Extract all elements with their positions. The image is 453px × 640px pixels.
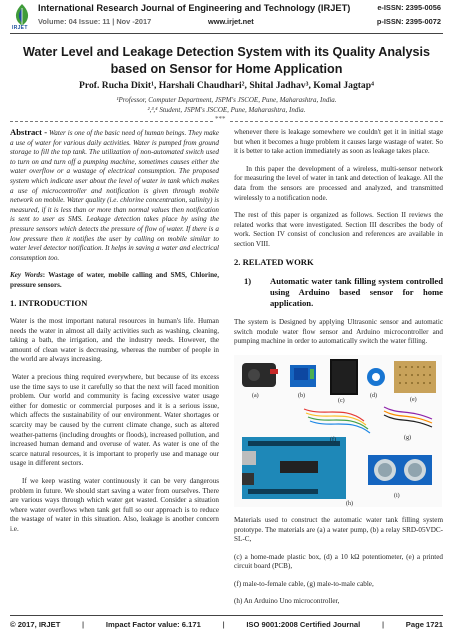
eissn: e-ISSN: 2395-0056	[377, 3, 441, 12]
iso-certification: ISO 9001:2008 Certified Journal	[246, 620, 361, 629]
affiliation-1: ¹Professor, Computer Department, JSPM's JSCOE, Pune, Maharashtra, India.	[116, 96, 337, 104]
page-number: Page 1721	[405, 620, 443, 629]
abstract-text: Water is one of the basic need of human beings. They make a use of water for various daily activities. Water is pumped from ground storage to fill the top tank. The utilization of non-automated switch used to turn on and turn off a pumping machine, sometimes causes either the water overflow or a wastage of electrical consumption. The proposed system which indicate user about the level of water in tank which makes a use of microcontroller and notification is given through mobile network on mobile. Water quality (i.e. chlorine concentration, salinity) is measured, if it is less than or more than normal values then notification is sent to user as SMS. Leakage detection takes place by using the pressure sensors which detects the pressure of flow of water. If there is a low pressure then it notifies the user by calling on mobile similar to water level detector notification. It helps in saving a water and electrical consumption too.	[10, 129, 219, 262]
materials-list-h: (h) An Arduino Uno microcontroller,	[234, 597, 340, 606]
plastic-box-image	[330, 359, 358, 395]
header-divider	[10, 33, 443, 34]
intro-paragraph-1: Water is the most important natural resources in human's life. Human needs the water in almost all daily activities such as washing, cleaning, taking a bath, the irrigation, and the industry needs. However, the amount of clean water is decreasing, whereas the number of people in the world are always increasing.	[10, 317, 219, 364]
figure-label-b: (b)	[298, 392, 305, 399]
keywords-heading: Key Words	[10, 271, 43, 280]
footer-separator: |	[82, 620, 85, 629]
journal-header	[10, 0, 445, 36]
figure-label-i: (i)	[394, 492, 400, 499]
system-description-paragraph: The system is Designed by applying Ultrasonic sensor and automatic switch module water flow sensor and Arduino microcontroller and pumping machine in order to automatically switch the water filling.	[234, 318, 443, 346]
materials-list-f-g: (f) male-to-female cable, (g) male-to-male cable,	[234, 579, 374, 588]
intro-paragraph-2: Water a precious thing required everywhere, but because of its excess use the time says to use it carefully so that the next will faced monition problem. Our world and community is facing excessive water usage either for domestic or commercial purposes and it is a serious issue, which affects the sustainability of our environment. Water shortages or scarcity may be caused by the current climate change, such as altered weather-patterns (including droughts or floods), increased pollution, and increased human demand and overuse of water. As water is one of the scarce natural resources, it is important to properly use and manage our usage in different sectors.	[10, 373, 219, 468]
arduino-uno-image	[242, 437, 346, 499]
figure-label-f: (f)	[330, 436, 336, 443]
pissn: p-ISSN: 2395-0072	[376, 17, 441, 26]
components-illustration	[234, 355, 442, 507]
affiliation-2: ²,³,⁴ Student, JSPM's JSCOE, Pune, Maharashtra, India.	[147, 106, 306, 114]
paper-organization-paragraph: The rest of this paper is organized as follows. Section II reviews the related works that were investigated. Section III describes the body of work. Section IV consist of conclusion and references are available in section VIII.	[234, 211, 443, 248]
paper-authors: Prof. Rucha Dixit¹, Harshali Chaudhari², Shital Jadhav³, Komal Jagtap⁴	[79, 80, 374, 91]
pcb-image	[394, 361, 436, 393]
figure-label-g: (g)	[404, 434, 411, 441]
paper-overview-paragraph: In this paper the development of a wireless, multi-sensor network for measuring the level of water in tank and detection of leakage. All the data from the sensors are processed and analyzed, and transmitted wirelessly to a notification node.	[234, 164, 443, 202]
journal-name: International Research Journal of Engineering and Technology (IRJET)	[38, 3, 351, 13]
paper-title: Water Level and Leakage Detection System with its Quality Analysis based on Sensor for Home Application	[22, 45, 431, 76]
copyright: © 2017, IRJET	[10, 620, 61, 629]
subsection-title: Automatic water tank filling system controlled using Arduino based sensor for home application.	[270, 276, 443, 309]
figure-label-e: (e)	[410, 396, 417, 403]
journal-website-link[interactable]: www.irjet.net	[208, 17, 254, 26]
divider-stars: ***	[215, 115, 226, 123]
impact-factor: Impact Factor value: 6.171	[105, 620, 201, 629]
volume-issue: Volume: 04 Issue: 11 | Nov -2017	[38, 17, 152, 26]
keywords-text: : Wastage of water, mobile calling and SMS, Chlorine, pressure sensors.	[10, 271, 219, 289]
footer-divider	[10, 615, 443, 616]
relay-image	[290, 365, 316, 387]
left-column	[10, 128, 219, 543]
figure-label-h: (h)	[346, 500, 353, 507]
keywords	[10, 271, 219, 290]
section-heading-introduction: 1. INTRODUCTION	[10, 297, 88, 308]
subsection-number: 1)	[244, 276, 252, 287]
jumper-cables-image	[304, 407, 432, 433]
figure-label-d: (d)	[370, 392, 377, 399]
water-pump-image	[242, 363, 278, 387]
section-heading-related-work: 2. RELATED WORK	[234, 256, 314, 267]
intro-paragraph-3: If we keep wasting water continuously it can be very dangerous problem in future. We should start saving a water from ourselves. There are various ways through which water get wasted. Consider a situation where water overflows when tank get full so our approach is to reduce the wastage of water in this situation. Also, leakage is another concern i.e.	[10, 477, 219, 533]
continued-paragraph: whenever there is leakage somewhere we couldn't get it in initial stage but when it becomes a huge problem it causes large wastage of water. So it is better to take action immediately as soon as leakage takes place.	[234, 128, 443, 156]
footer-separator: |	[381, 620, 385, 629]
abstract	[10, 128, 219, 263]
subsection-heading	[234, 276, 443, 309]
logo-text: IRJET	[12, 25, 28, 31]
potentiometer-image	[367, 368, 385, 386]
materials-caption: Materials used to construct the automatic water tank filling system prototype. The materials are (a) a water pump, (b) a relay SRD-05VDC-SL-C,	[234, 515, 443, 544]
figure-label-c: (c)	[338, 397, 345, 404]
materials-list-c-e: (c) a home-made plastic box, (d) a 10 kΩ potentiometer, (e) a printed circuit board (PCB),	[234, 552, 443, 571]
abstract-heading: Abstract -	[10, 127, 48, 137]
right-column	[234, 128, 443, 615]
page-footer	[10, 620, 443, 629]
materials-figure	[234, 355, 442, 507]
footer-separator: |	[222, 620, 225, 629]
ultrasonic-sensor-image	[368, 455, 432, 485]
figure-label-a: (a)	[252, 392, 259, 399]
